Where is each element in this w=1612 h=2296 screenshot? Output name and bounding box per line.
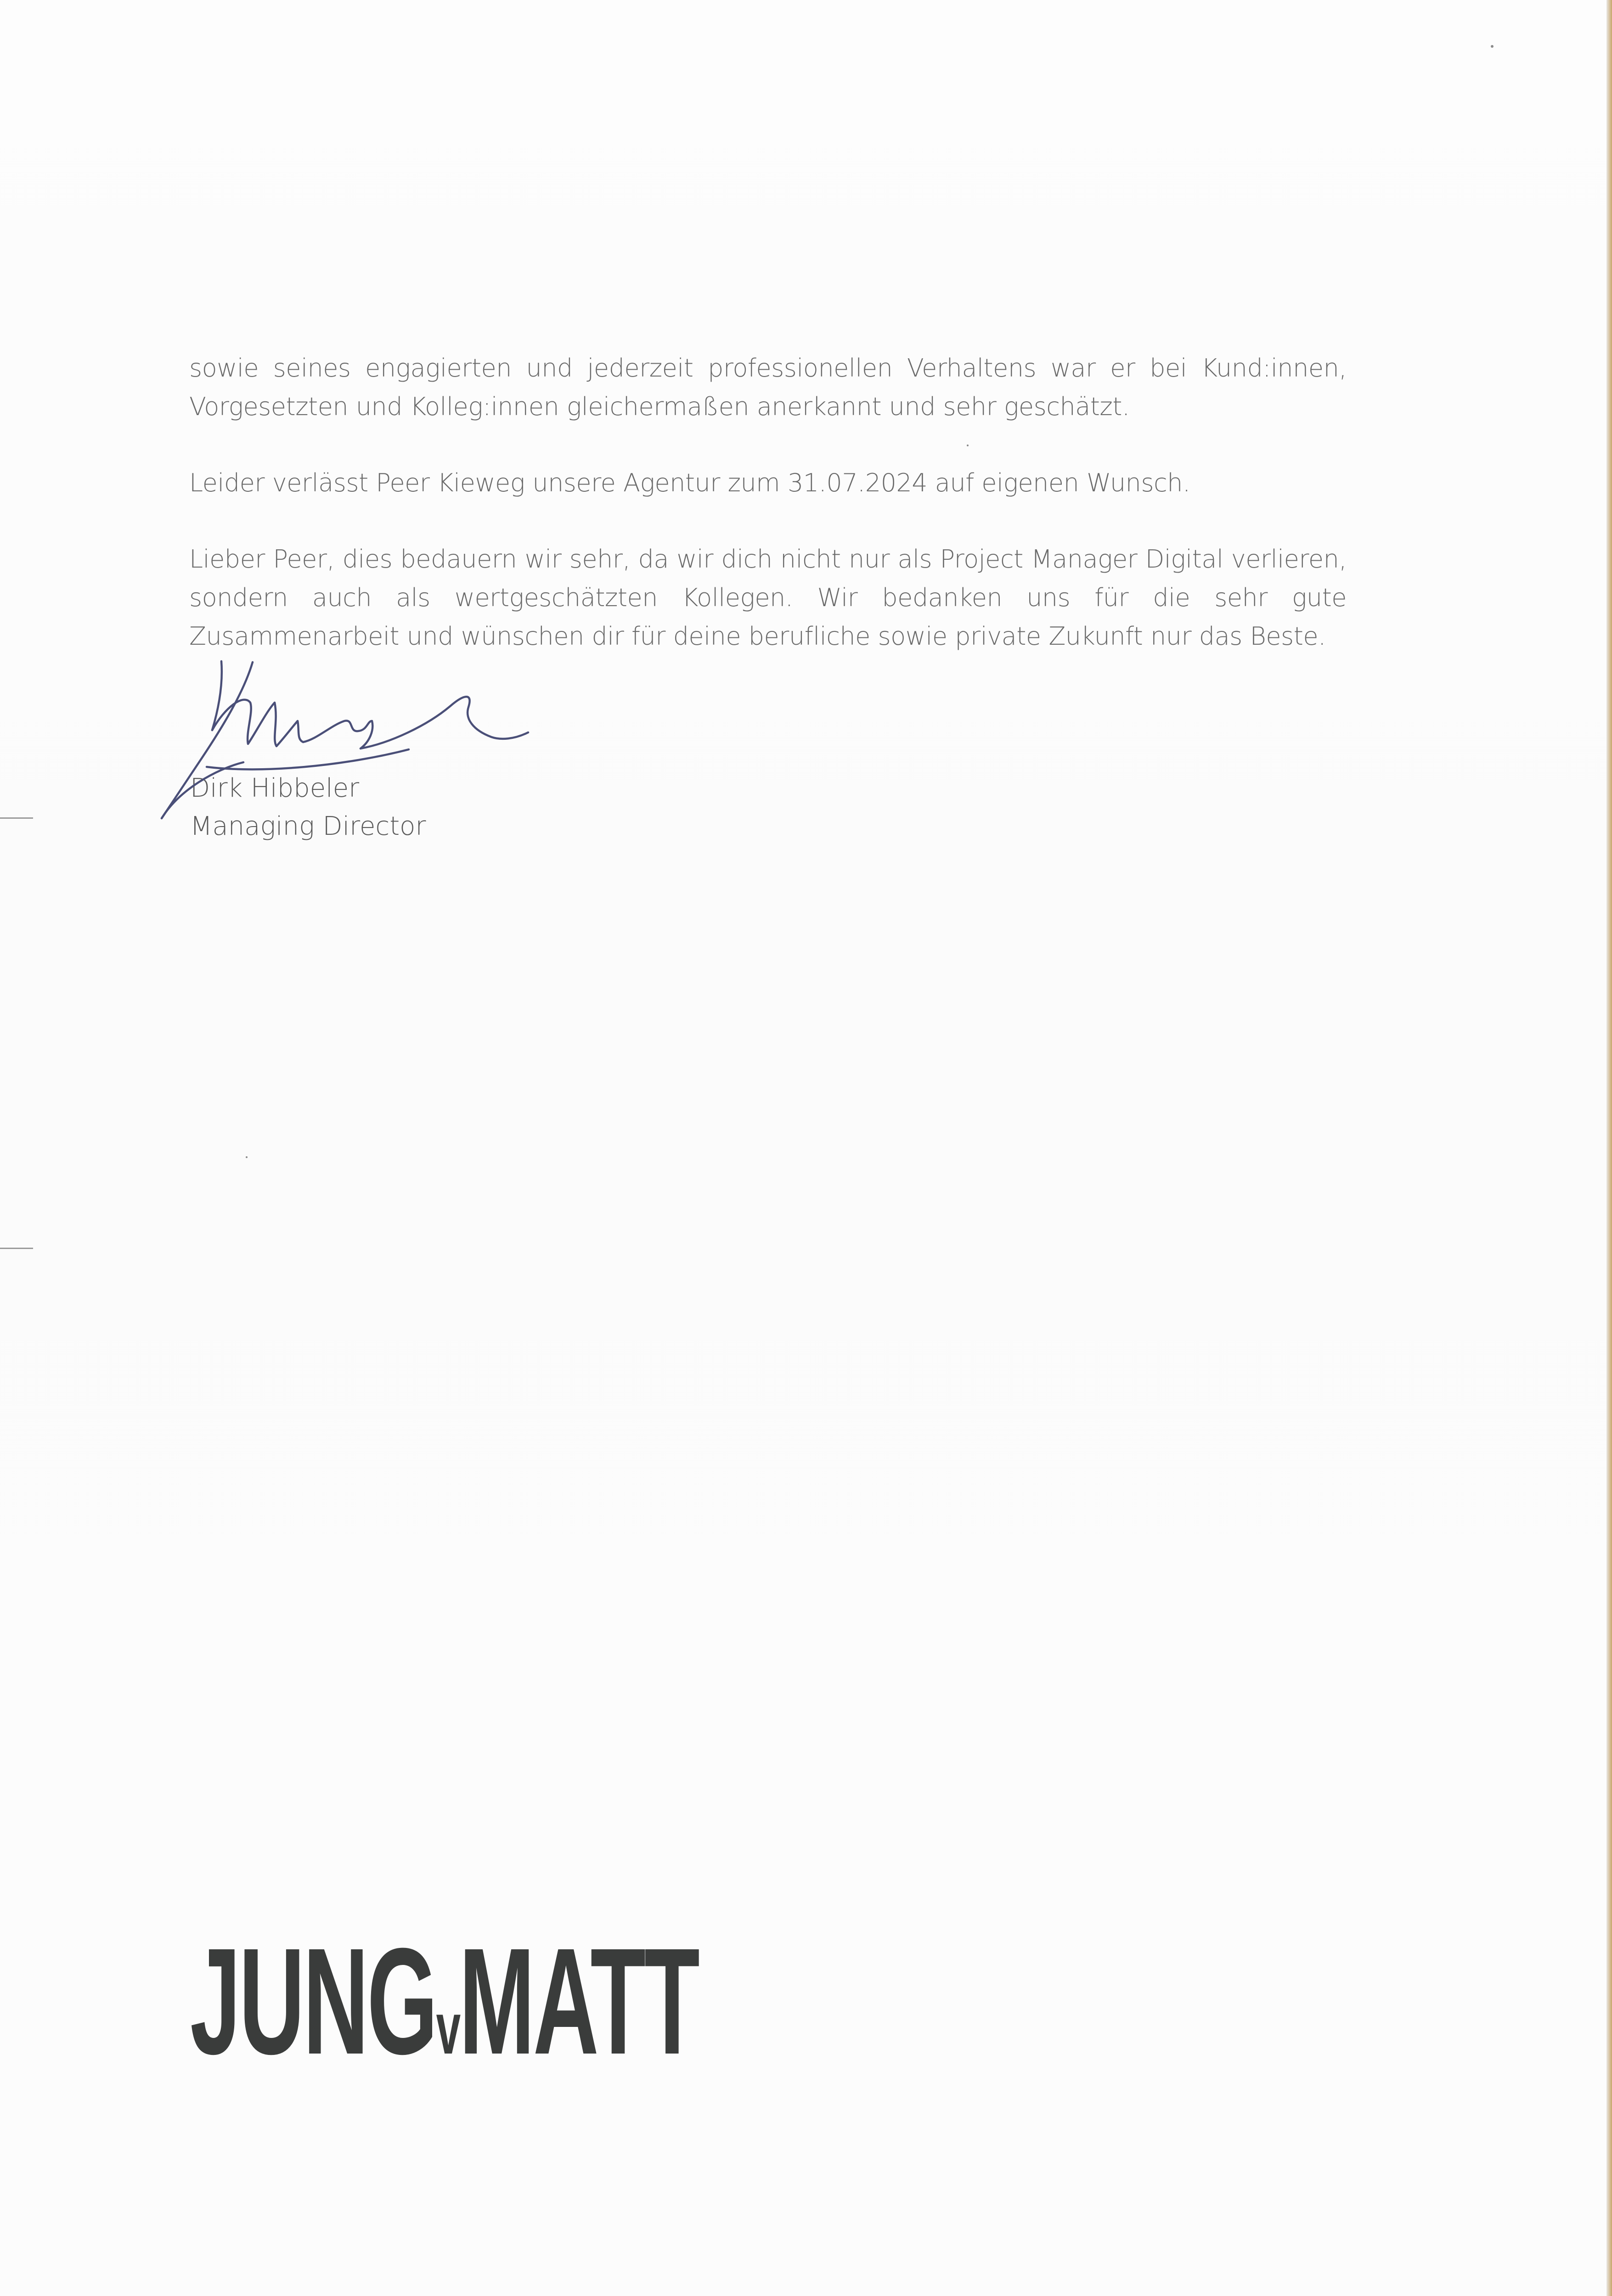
logo-wordmark: JUNGvMATT xyxy=(190,1941,699,2070)
letter-paragraph: Lieber Peer, dies bedauern wir sehr, da wir dich nicht nur als Project Manager Digital verlieren, sondern auch als wertgeschätzten Kollegen. Wir bedanken uns für die sehr gute Zusammenarbeit und wünschen dir für deine berufliche sowie private Zukunft nur das Beste. xyxy=(189,545,1347,651)
paper-speck xyxy=(1491,45,1494,48)
signer-title: Managing Director xyxy=(190,811,426,841)
letter-paragraph: Leider verlässt Peer Kieweg unsere Agentur zum 31.07.2024 auf eigenen Wunsch. xyxy=(189,468,1190,497)
signature-icon xyxy=(152,652,547,827)
page-right-edge xyxy=(1606,0,1612,2296)
paper-speck xyxy=(246,1156,248,1158)
logo-icon xyxy=(190,1941,741,2070)
fold-mark-upper xyxy=(0,817,33,819)
signer-name: Dirk Hibbeler xyxy=(190,773,360,803)
letter-paragraph: sowie seines engagierten und jederzeit professionellen Verhaltens war er bei Kund:innen, Vorgesetzten und Kolleg:innen gleichermaßen anerkannt und sehr geschätzt. xyxy=(189,354,1347,421)
fold-mark-lower xyxy=(0,1248,33,1249)
paper-speck xyxy=(967,445,969,446)
